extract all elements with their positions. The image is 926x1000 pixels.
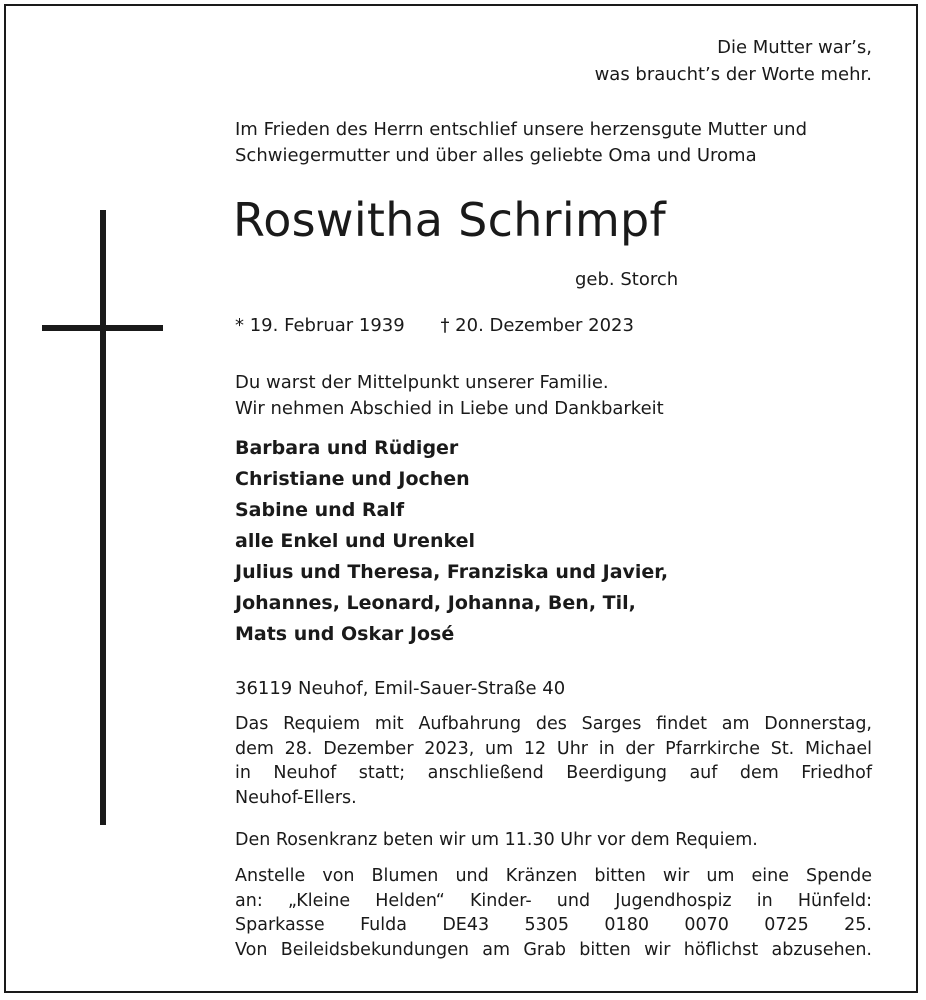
requiem-info xyxy=(235,712,872,810)
farewell-text xyxy=(235,370,872,422)
mourner-line: Johannes, Leonard, Johanna, Ben, Til, xyxy=(235,592,636,614)
cross-vertical-bar xyxy=(100,210,106,825)
farewell-line-1: Du warst der Mittelpunkt unserer Familie. xyxy=(235,372,609,393)
birth-name: geb. Storch xyxy=(575,269,679,290)
requiem-line-1: Das Requiem mit Aufbahrung des Sarges findet am Donnerstag, xyxy=(235,714,872,734)
cross-horizontal-bar xyxy=(42,325,163,331)
requiem-line-3: in Neuhof statt; anschließend Beerdigung auf dem Friedhof xyxy=(235,763,872,783)
motto-line-1: Die Mutter war’s, xyxy=(717,37,872,58)
farewell-line-2: Wir nehmen Abschied in Liebe und Dankbarkeit xyxy=(235,398,664,419)
address: 36119 Neuhof, Emil-Sauer-Straße 40 xyxy=(235,678,566,699)
intro-line-1: Im Frieden des Herrn entschlief unsere herzensgute Mutter und xyxy=(235,119,808,140)
birth-date: * 19. Februar 1939 xyxy=(235,315,405,336)
requiem-line-2: dem 28. Dezember 2023, um 12 Uhr in der Pfarrkirche St. Michael xyxy=(235,738,872,759)
motto xyxy=(595,34,872,88)
donation-line-4: Von Beileidsbekundungen am Grab bitten wir höflichst abzusehen. xyxy=(235,939,872,960)
mourner-line: Sabine und Ralf xyxy=(235,499,405,521)
donation-line-2: an: „Kleine Helden“ Kinder- und Jugendhospiz in Hünfeld: xyxy=(235,890,872,911)
mourner-line: alle Enkel und Urenkel xyxy=(235,530,475,552)
mourners-list xyxy=(235,433,668,650)
intro-text xyxy=(235,117,872,169)
death-date: † 20. Dezember 2023 xyxy=(440,315,634,336)
mourner-line: Christiane und Jochen xyxy=(235,468,470,490)
mourner-line: Julius und Theresa, Franziska und Javier, xyxy=(235,561,669,583)
donation-info xyxy=(235,864,872,962)
rosary-info: Den Rosenkranz beten wir um 11.30 Uhr vor dem Requiem. xyxy=(235,830,758,850)
mourner-line: Mats und Oskar José xyxy=(235,623,455,645)
donation-line-1: Anstelle von Blumen und Kränzen bitten wir um eine Spende xyxy=(235,866,872,886)
motto-line-2: was braucht’s der Worte mehr. xyxy=(594,64,872,85)
life-dates xyxy=(235,313,634,339)
intro-line-2: Schwiegermutter und über alles geliebte Oma und Uroma xyxy=(235,145,757,166)
requiem-line-4: Neuhof-Ellers. xyxy=(235,787,357,808)
deceased-name: Roswitha Schrimpf xyxy=(233,193,667,247)
donation-line-3: Sparkasse Fulda DE43 5305 0180 0070 0725 25. xyxy=(235,915,872,935)
mourner-line: Barbara und Rüdiger xyxy=(235,437,459,459)
